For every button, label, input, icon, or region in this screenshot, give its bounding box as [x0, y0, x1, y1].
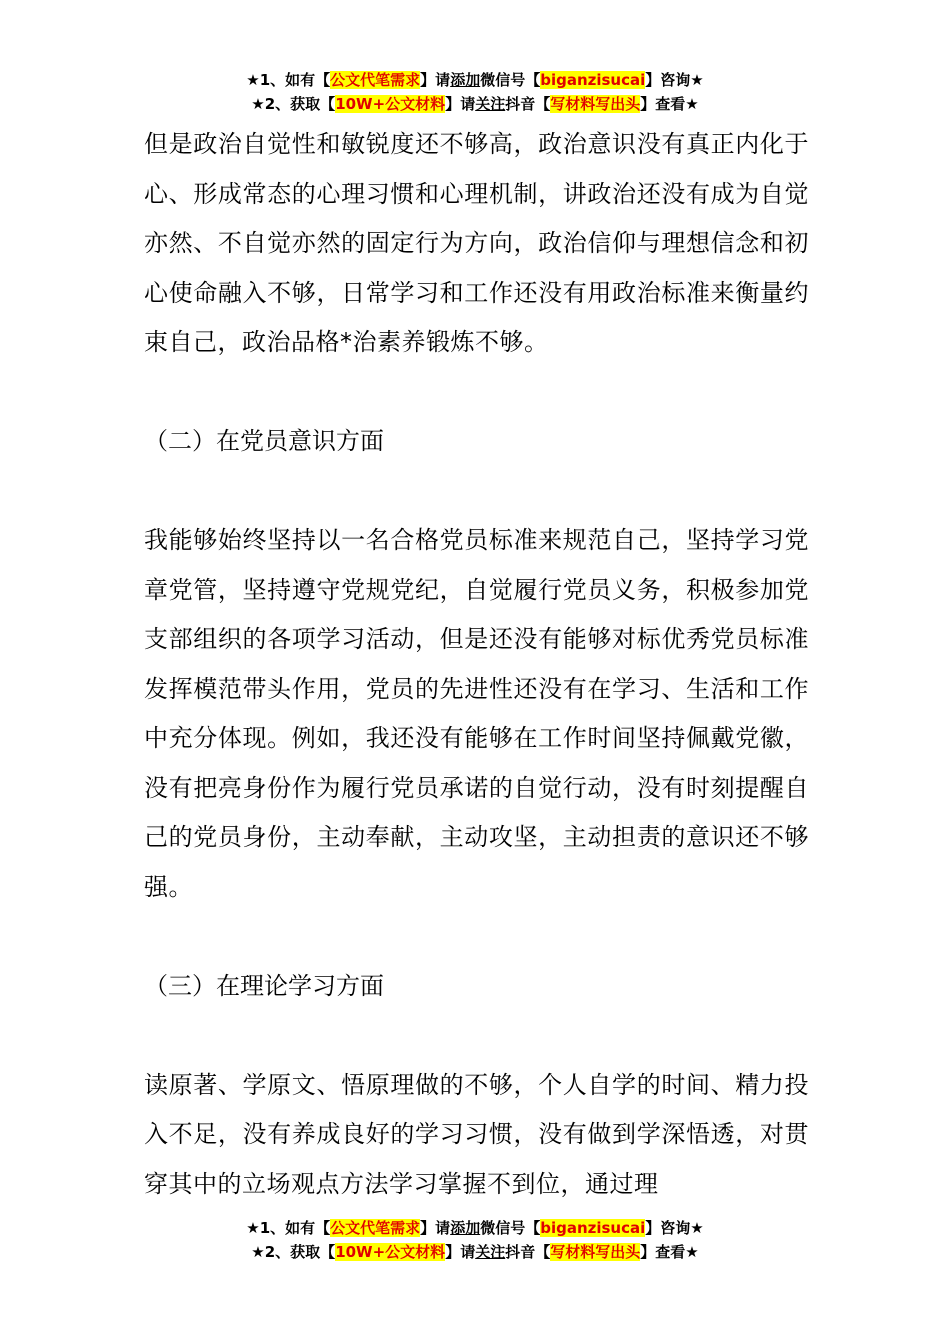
banner-highlight: 10W+公文材料 — [335, 1243, 446, 1261]
banner-text: 微信号【 — [480, 1219, 541, 1237]
banner-text: 】咨询★ — [645, 1219, 704, 1237]
banner-text: 微信号【 — [480, 71, 541, 89]
section-heading-3: （三）在理论学习方面 — [144, 971, 384, 1000]
banner-text: ★2、获取【 — [251, 95, 336, 113]
paragraph-2: 我能够始终坚持以一名合格党员标准来规范自己，坚持学习党章党管，坚持遵守党规党纪，自觉履行党员义务，积极参加党支部组织的各项学习活动，但是还没有能够对标优秀党员标准发挥模范带头作用，党员的先进性还没有在学习、生活和工作中充分体现。例如，我还没有能够在工作时间坚持佩戴党徽，没有把亮身份作为履行党员承诺的自觉行动，没有时刻提醒自己的党员身份，主动奉献，主动攻坚，主动担责的意识还不够强。 — [144, 526, 809, 901]
paragraph-1: 但是政治自觉性和敏锐度还不够高，政治意识没有真正内化于心、形成常态的心理习惯和心理机制，讲政治还没有成为自觉亦然、不自觉亦然的固定行为方向，政治信仰与理想信念和初心使命融入不够，日常学习和工作还没有用政治标准来衡量约束自己，政治品格*治素养锻炼不够。 — [144, 130, 809, 356]
banner-line-2 — [0, 1240, 950, 1264]
banner-text: 】请 — [445, 95, 476, 113]
banner-line-1 — [0, 68, 950, 92]
spacer — [144, 1011, 809, 1061]
banner-text: 】请 — [445, 1243, 476, 1261]
spacer — [144, 368, 809, 418]
banner-text: 】查看★ — [640, 1243, 699, 1261]
spacer — [144, 912, 809, 962]
banner-text: 】请 — [420, 1219, 451, 1237]
banner-text: 】咨询★ — [645, 71, 704, 89]
banner-underline: 关注 — [475, 95, 506, 113]
banner-highlight: 写材料写出头 — [550, 1243, 641, 1261]
header-banner — [0, 68, 950, 116]
banner-line-2 — [0, 92, 950, 116]
banner-text: 】查看★ — [640, 95, 699, 113]
banner-text: 抖音【 — [505, 95, 551, 113]
paragraph-3: 读原著、学原文、悟原理做的不够，个人自学的时间、精力投入不足，没有养成良好的学习习惯，没有做到学深悟透，对贯穿其中的立场观点方法学习掌握不到位，通过理 — [144, 1070, 809, 1198]
banner-highlight: biganzisucai — [540, 1219, 646, 1237]
banner-text: ★1、如有【 — [246, 1219, 331, 1237]
footer-banner — [0, 1216, 950, 1264]
banner-underline: 添加 — [450, 1219, 481, 1237]
document-body — [144, 120, 809, 1209]
banner-highlight: 写材料写出头 — [550, 95, 641, 113]
banner-highlight: biganzisucai — [540, 71, 646, 89]
banner-highlight: 公文代笔需求 — [330, 71, 421, 89]
banner-text: ★1、如有【 — [246, 71, 331, 89]
banner-line-1 — [0, 1216, 950, 1240]
section-heading-2: （二）在党员意识方面 — [144, 427, 384, 455]
banner-text: ★2、获取【 — [251, 1243, 336, 1261]
banner-text: 】请 — [420, 71, 451, 89]
banner-text: 抖音【 — [505, 1243, 551, 1261]
spacer — [144, 467, 809, 517]
banner-underline: 添加 — [450, 71, 481, 89]
banner-underline: 关注 — [475, 1243, 506, 1261]
banner-highlight: 10W+公文材料 — [335, 95, 446, 113]
banner-highlight: 公文代笔需求 — [330, 1219, 421, 1237]
